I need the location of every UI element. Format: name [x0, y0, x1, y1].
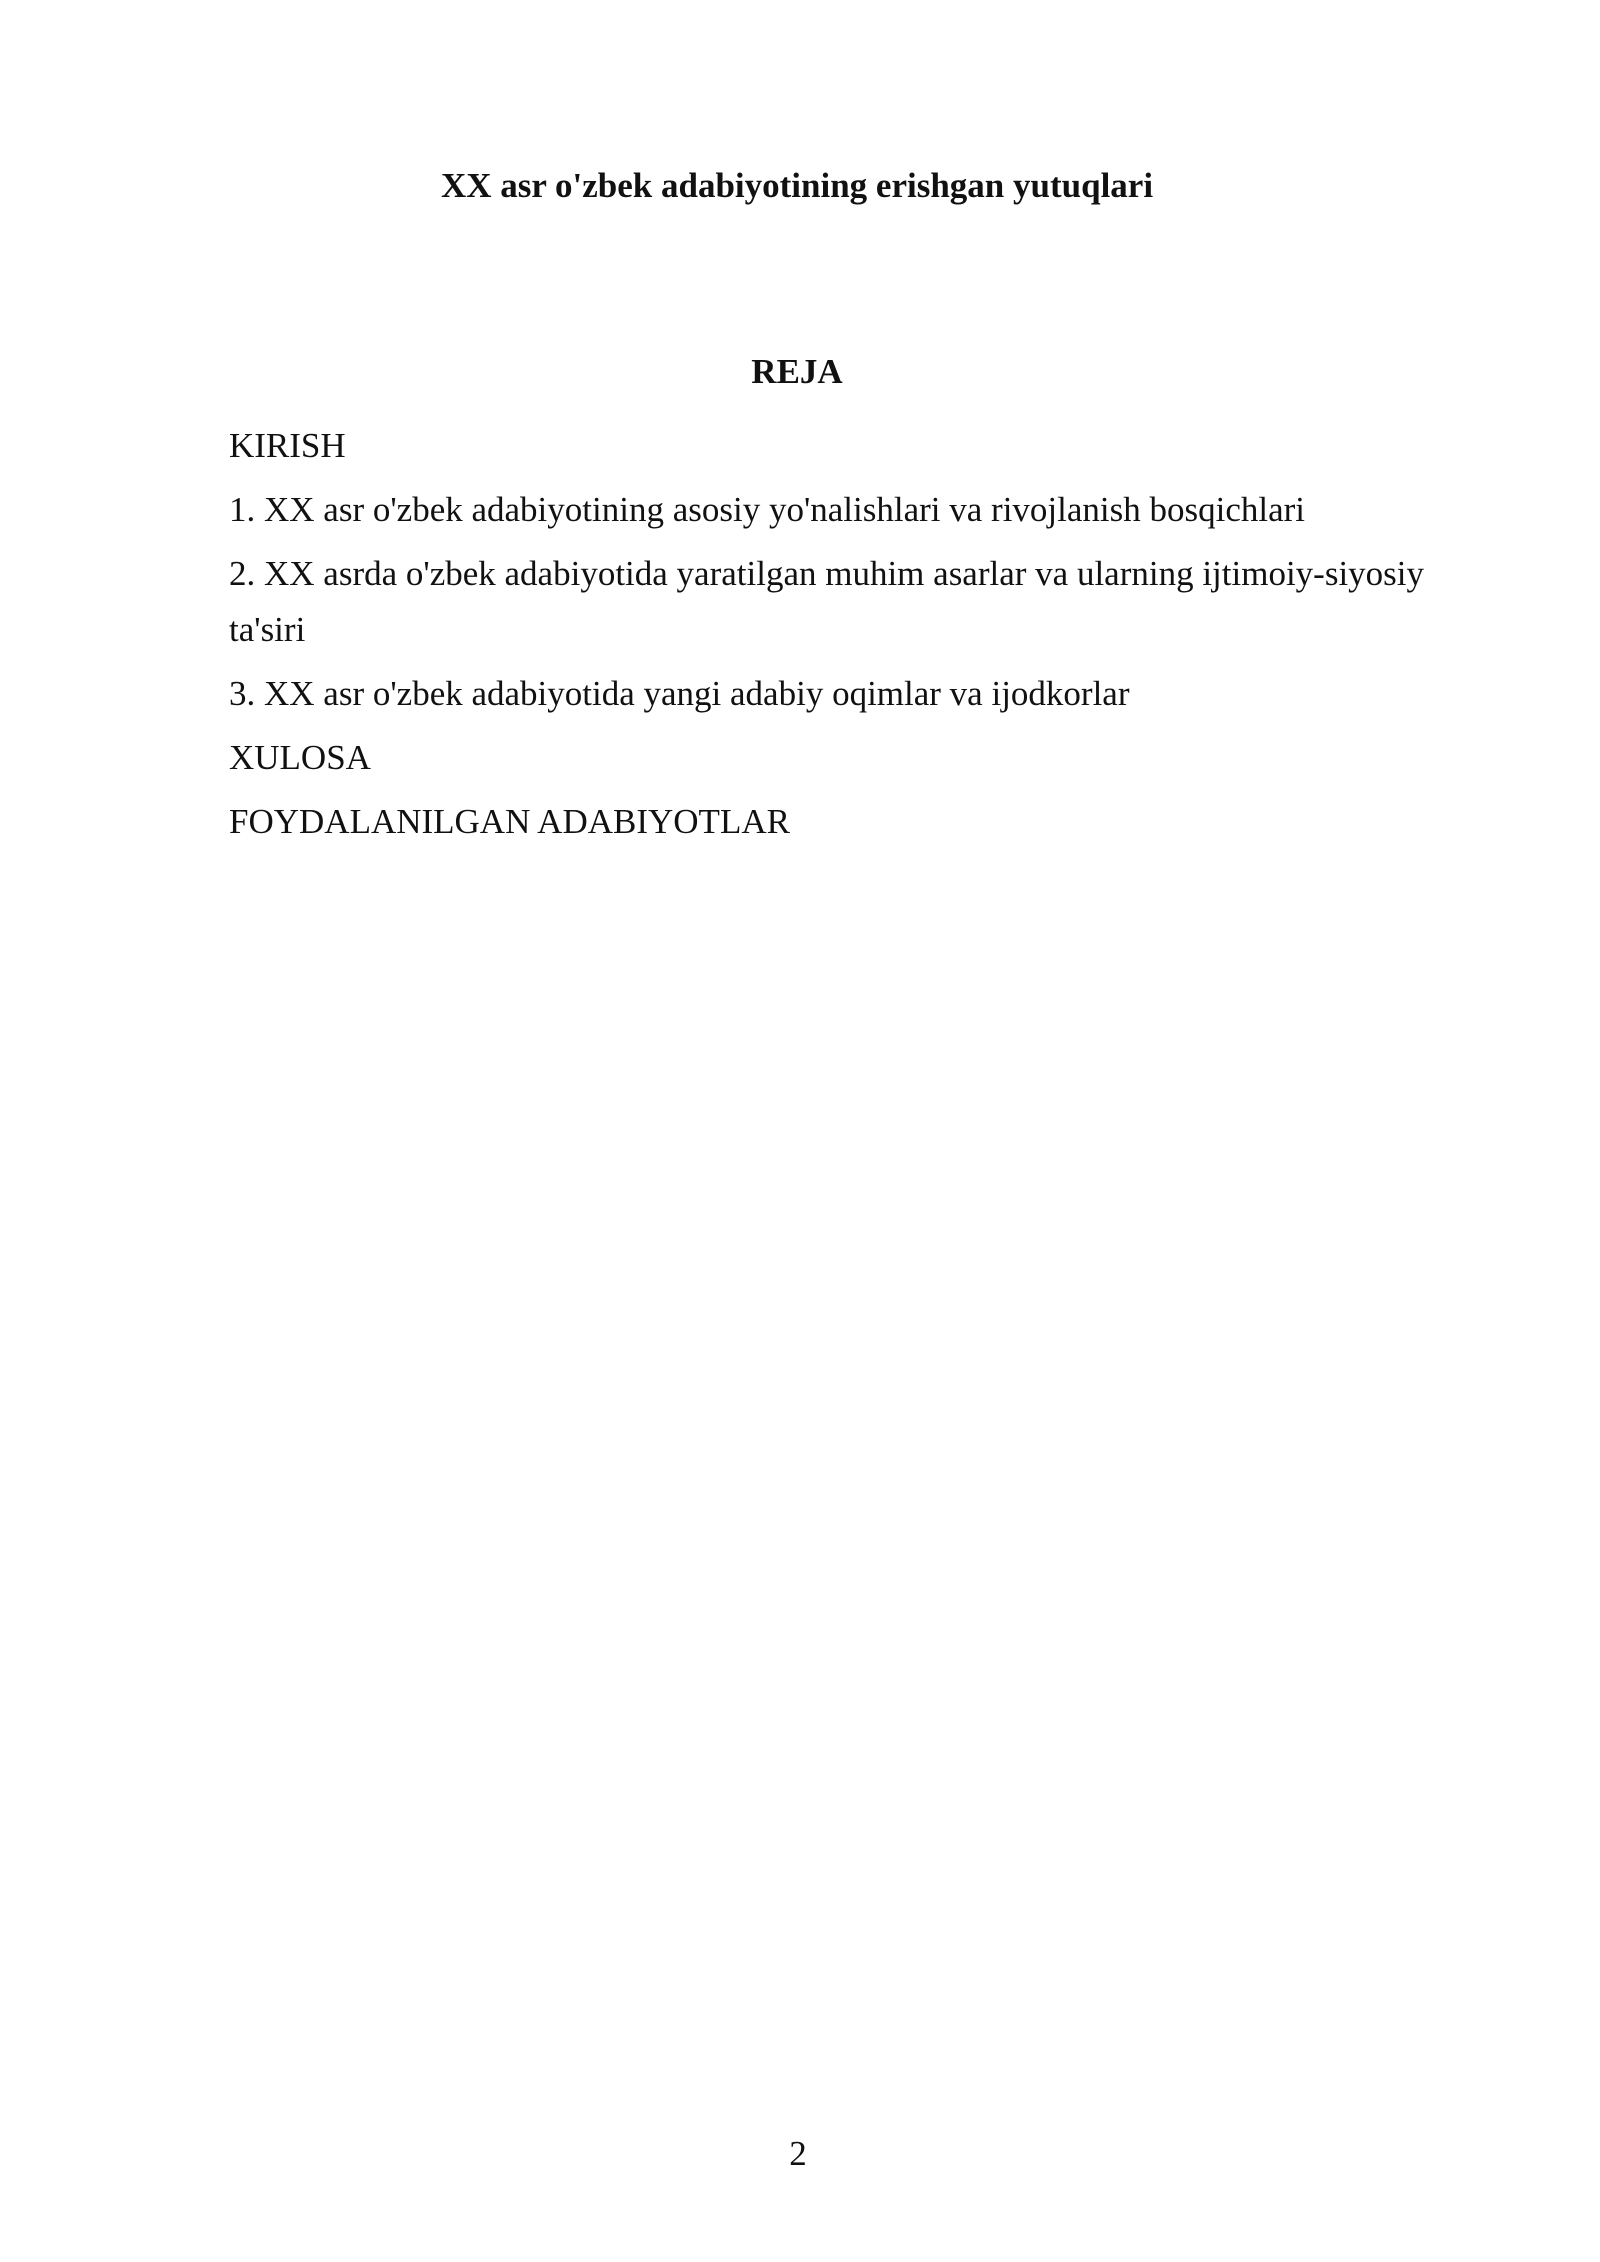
plan-item-conclusion: XULOSA	[229, 738, 371, 777]
plan-item-3: 3. XX asr o'zbek adabiyotida yangi adabiy oqimlar va ijodkorlar	[229, 674, 1130, 713]
document-title: XX asr o'zbek adabiyotining erishgan yutuqlari	[440, 166, 1154, 205]
plan-item-1: 1. XX asr o'zbek adabiyotining asosiy yo'nalishlari va rivojlanish bosqichlari	[229, 490, 1306, 529]
page-number: 2	[789, 2134, 807, 2173]
plan-item-intro: KIRISH	[229, 426, 346, 465]
plan-heading: REJA	[751, 352, 843, 391]
plan-item-references: FOYDALANILGAN ADABIYOTLAR	[229, 802, 790, 841]
plan-list	[229, 418, 1429, 858]
plan-item-2: 2. XX asrda o'zbek adabiyotida yaratilgan muhim asarlar va ularning ijtimoiy-siyosiy ta'siri	[229, 554, 1425, 649]
